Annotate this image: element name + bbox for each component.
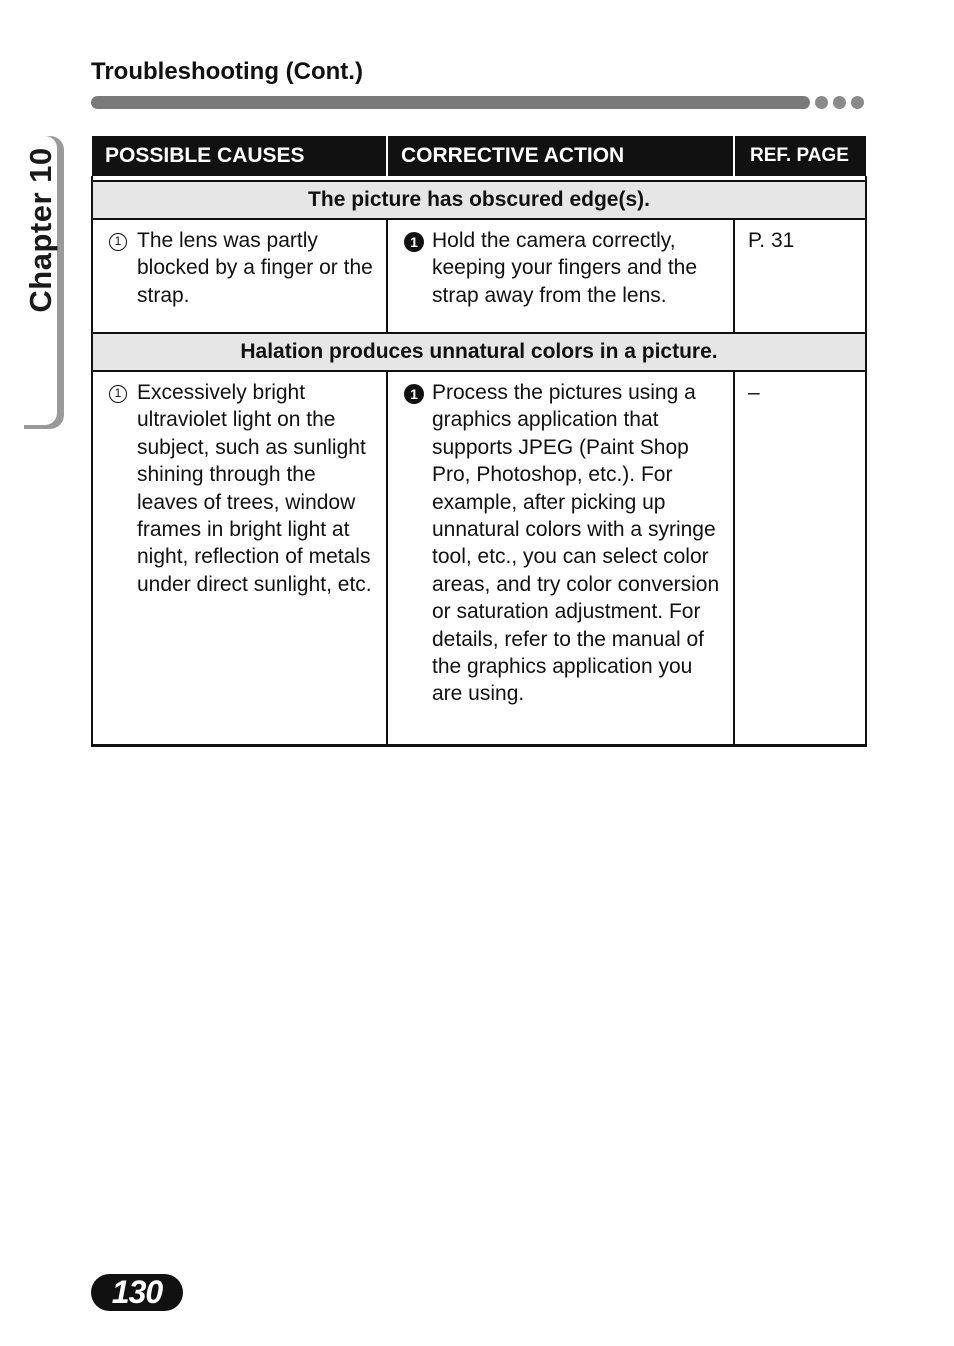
cause-text: The lens was partly blocked by a finger or the strap. (137, 229, 373, 307)
decorative-dot (815, 96, 828, 109)
problem-row (92, 181, 866, 219)
decorative-dot (851, 96, 864, 109)
chapter-label: Chapter 10 (23, 147, 58, 313)
table-header-row (92, 136, 866, 176)
problem-title: The picture has obscured edge(s). (92, 181, 866, 219)
decorative-dot (833, 96, 846, 109)
circled-number-icon: 1 (109, 379, 137, 406)
troubleshooting-table-container (91, 136, 865, 747)
action-cell (387, 219, 734, 333)
circled-number-icon: 1 (109, 227, 137, 254)
heading-underline-bar (91, 96, 810, 109)
cause-item (109, 227, 376, 309)
cause-cell (92, 371, 387, 746)
problem-row (92, 333, 866, 371)
column-header-action: CORRECTIVE ACTION (387, 136, 734, 176)
ref-page-cell: – (734, 371, 866, 746)
action-item (404, 379, 723, 708)
action-text: Hold the camera correctly, keeping your fingers and the strap away from the lens. (432, 229, 698, 307)
action-item (404, 227, 723, 309)
column-header-causes: POSSIBLE CAUSES (92, 136, 387, 176)
filled-circled-number-icon: 1 (404, 379, 432, 406)
ref-page-cell: P. 31 (734, 219, 866, 333)
problem-title: Halation produces unnatural colors in a picture. (92, 333, 866, 371)
action-cell (387, 371, 734, 746)
column-header-ref-page: REF. PAGE (734, 136, 866, 176)
page-number-badge: 130 (91, 1274, 183, 1311)
action-text: Process the pictures using a graphics application that supports JPEG (Paint Shop Pro, Photoshop, etc.). For example, after picking up unnatural colors with a syringe tool, etc., you can select color areas, and try color conversion or saturation adjustment. For details, refer to the manual of the graphics application you are using. (432, 381, 720, 706)
table-row (92, 371, 866, 746)
table-row (92, 219, 866, 333)
cause-text: Excessively bright ultraviolet light on the subject, such as sunlight shining through the leaves of trees, window frames in bright light at night, reflection of metals under direct sunlight, etc. (137, 381, 372, 596)
filled-circled-number-icon: 1 (404, 227, 432, 254)
page-heading: Troubleshooting (Cont.) (91, 58, 363, 85)
troubleshooting-table (91, 136, 867, 747)
cause-item (109, 379, 376, 598)
cause-cell (92, 219, 387, 333)
